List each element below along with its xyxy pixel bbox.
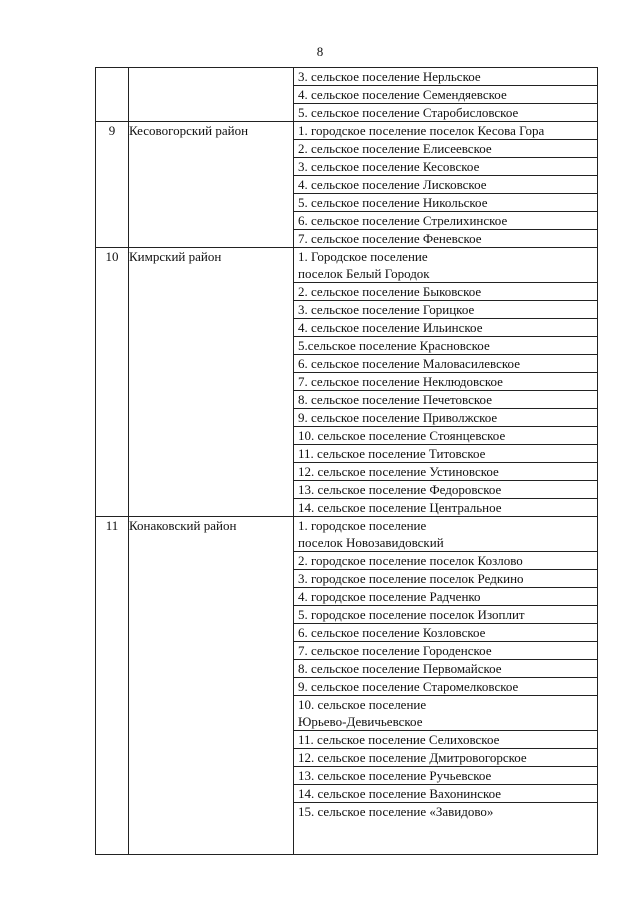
district-name: Кесовогорский район xyxy=(129,122,294,248)
settlement-item: 1. Городское поселение поселок Белый Городок xyxy=(294,248,597,283)
settlements-list xyxy=(294,517,597,820)
settlement-item: 3. городское поселение поселок Редкино xyxy=(294,570,597,588)
district-number: 10 xyxy=(96,248,129,517)
settlement-item: 10. сельское поселение Юрьево-Девичьевское xyxy=(294,696,597,731)
settlement-item: 4. сельское поселение Семендяевское xyxy=(294,86,597,104)
district-name xyxy=(129,68,294,122)
settlement-item: 2. сельское поселение Елисеевское xyxy=(294,140,597,158)
settlement-item: 7. сельское поселение Неклюдовское xyxy=(294,373,597,391)
settlement-item: 8. сельское поселение Печетовское xyxy=(294,391,597,409)
settlement-item: 6. сельское поселение Козловское xyxy=(294,624,597,642)
settlement-item: 4. городское поселение Радченко xyxy=(294,588,597,606)
settlement-item: 3. сельское поселение Кесовское xyxy=(294,158,597,176)
settlement-item: 10. сельское поселение Стоянцевское xyxy=(294,427,597,445)
district-row xyxy=(96,68,598,122)
settlement-item: 2. городское поселение поселок Козлово xyxy=(294,552,597,570)
settlement-item: 2. сельское поселение Быковское xyxy=(294,283,597,301)
settlement-item: 1. городское поселение поселок Кесова Гора xyxy=(294,122,597,140)
settlement-item: 1. городское поселение поселок Новозавидовский xyxy=(294,517,597,552)
settlement-item: 11. сельское поселение Титовское xyxy=(294,445,597,463)
settlements-list xyxy=(294,68,597,121)
districts-table-body xyxy=(96,68,598,855)
settlements-cell xyxy=(294,248,598,517)
settlement-item: 6. сельское поселение Маловасилевское xyxy=(294,355,597,373)
settlement-item: 11. сельское поселение Селиховское xyxy=(294,731,597,749)
page-number: 8 xyxy=(316,44,324,59)
settlement-item: 12. сельское поселение Устиновское xyxy=(294,463,597,481)
district-row xyxy=(96,248,598,517)
settlement-item: 8. сельское поселение Первомайское xyxy=(294,660,597,678)
settlement-item: 12. сельское поселение Дмитровогорское xyxy=(294,749,597,767)
settlements-list xyxy=(294,248,597,516)
settlement-item: 5. сельское поселение Никольское xyxy=(294,194,597,212)
settlement-item: 7. сельское поселение Городенское xyxy=(294,642,597,660)
settlement-item: 5. сельское поселение Старобисловское xyxy=(298,105,519,120)
settlement-item: 3. сельское поселение Нерльское xyxy=(294,68,597,86)
settlement-item: 7. сельское поселение Феневское xyxy=(298,231,482,246)
district-row xyxy=(96,517,598,855)
settlement-item: 14. сельское поселение Вахонинское xyxy=(294,785,597,803)
settlement-item: 15. сельское поселение «Завидово» xyxy=(298,804,494,819)
settlement-item: 3. сельское поселение Горицкое xyxy=(294,301,597,319)
settlement-item: 9. сельское поселение Старомелковское xyxy=(294,678,597,696)
settlements-cell xyxy=(294,517,598,855)
district-number xyxy=(96,68,129,122)
district-row xyxy=(96,122,598,248)
district-number: 11 xyxy=(96,517,129,855)
settlement-item: 6. сельское поселение Стрелихинское xyxy=(294,212,597,230)
district-name: Кимрский район xyxy=(129,248,294,517)
settlement-item: 13. сельское поселение Ручьевское xyxy=(294,767,597,785)
district-number: 9 xyxy=(96,122,129,248)
settlement-item: 5. городское поселение поселок Изоплит xyxy=(294,606,597,624)
settlement-item: 4. сельское поселение Ильинское xyxy=(294,319,597,337)
settlement-item: 14. сельское поселение Центральное xyxy=(298,500,502,515)
settlement-item: 4. сельское поселение Лисковское xyxy=(294,176,597,194)
districts-table xyxy=(95,67,598,855)
settlement-item: 13. сельское поселение Федоровское xyxy=(294,481,597,499)
settlement-item: 5.сельское поселение Красновское xyxy=(294,337,597,355)
settlements-cell xyxy=(294,122,598,248)
settlements-list xyxy=(294,122,597,247)
empty-space xyxy=(294,820,597,854)
district-name: Конаковский район xyxy=(129,517,294,855)
settlements-cell xyxy=(294,68,598,122)
settlement-item: 9. сельское поселение Приволжское xyxy=(294,409,597,427)
